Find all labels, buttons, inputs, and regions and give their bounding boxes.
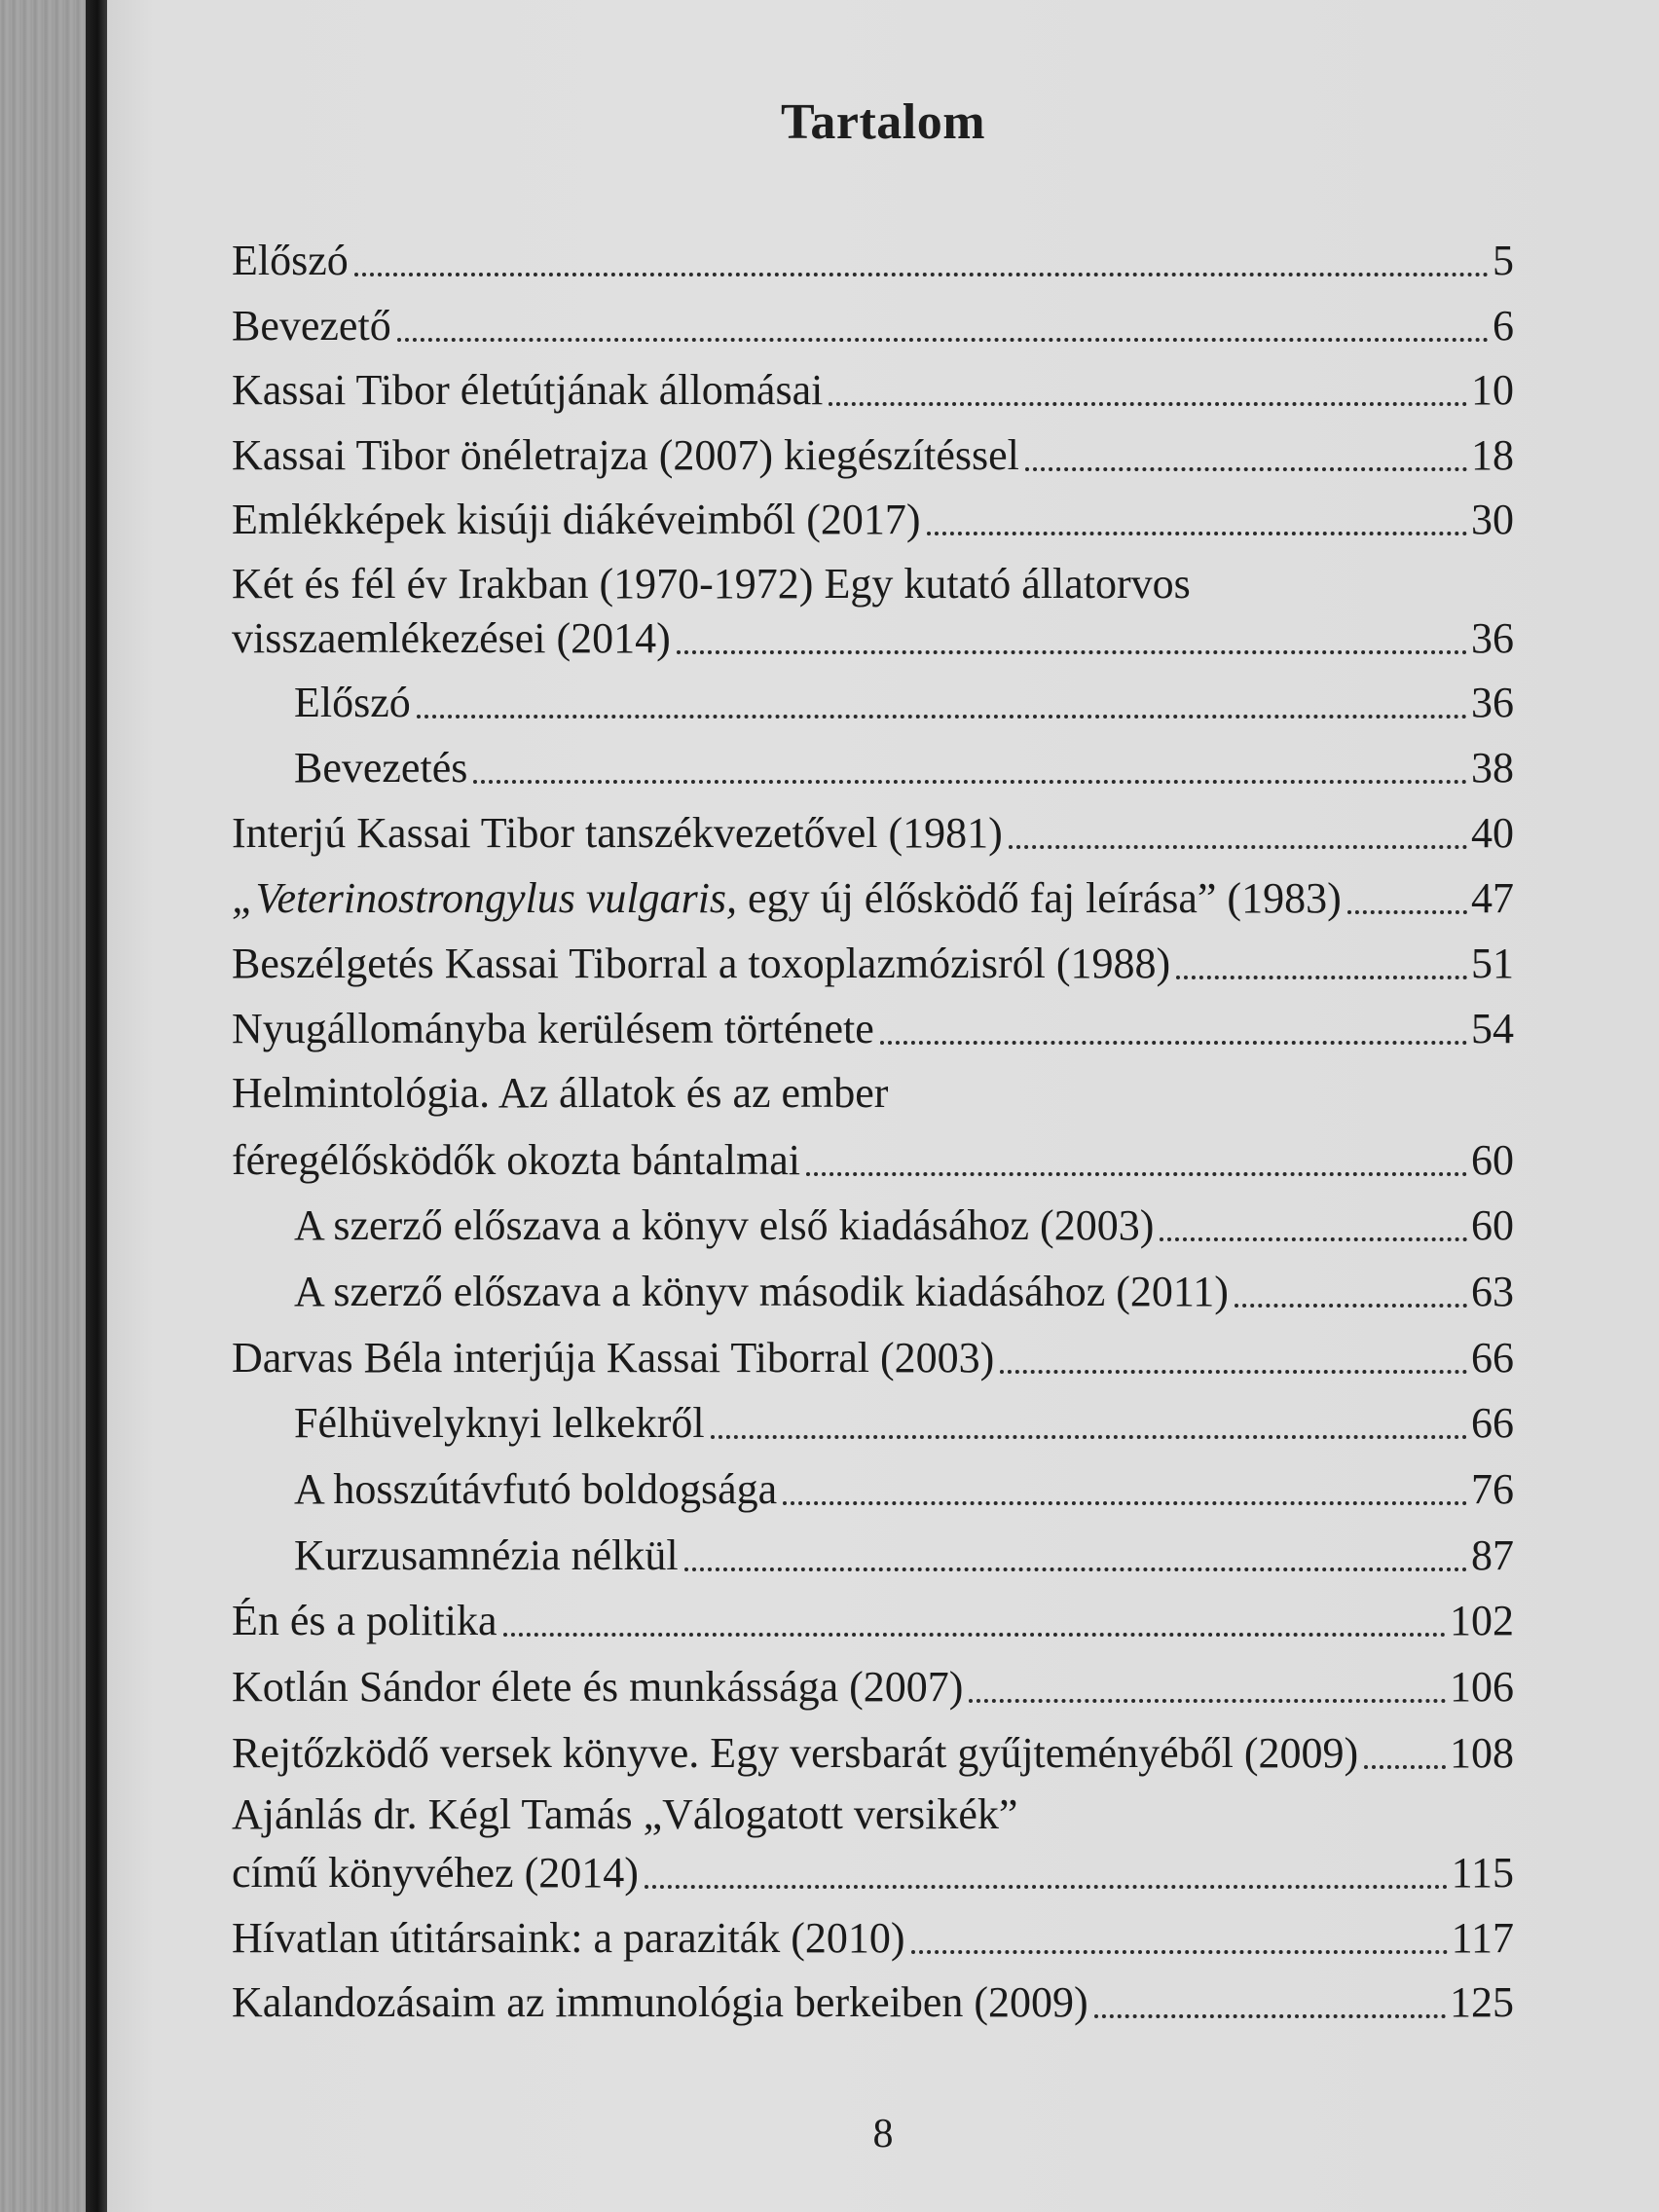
toc-subentry [294,741,1514,795]
toc-entry-page: 115 [1451,1849,1514,1897]
toc-entry [232,1975,1514,2030]
dot-leader [1160,1237,1467,1241]
toc-entry [232,1331,1514,1385]
toc-entry [232,1002,1514,1056]
toc-entry-title: Félhüvelyknyi lelkekről [294,1399,705,1447]
toc-entry-page: 106 [1450,1663,1514,1711]
toc-entry [232,1594,1514,1648]
toc-entry [232,493,1514,547]
toc-entry-title-line1: Ajánlás dr. Kégl Tamás „Válogatott versikék” [232,1790,1018,1838]
dot-leader [829,402,1467,406]
toc-entry-title: Interjú Kassai Tibor tanszékvezetővel (1981) [232,809,1003,857]
toc-entry-title: Bevezetés [294,744,468,792]
toc-entry-title: Hívatlan útitársaink: a paraziták (2010) [232,1914,905,1962]
dot-leader [503,1633,1447,1637]
toc-entry [232,1133,1514,1188]
toc-subentry [294,1462,1514,1517]
toc-entry-page: 87 [1471,1531,1514,1579]
background-surface [0,0,97,2212]
toc-subentry [294,1265,1514,1319]
toc-entry-title: Kurzusamnézia nélkül [294,1531,679,1579]
toc-entry-page: 60 [1471,1201,1514,1249]
toc-entry-title: Én és a politika [232,1597,498,1644]
toc-entry-page: 6 [1493,302,1514,350]
toc-entry-title [232,871,1342,926]
dot-leader [473,780,1467,784]
toc-entry-page: 36 [1471,679,1514,726]
toc-entry [232,428,1514,483]
table-of-contents [107,0,1659,2212]
dot-leader [783,1501,1467,1505]
page-title: Tartalom [780,94,986,150]
book-page [107,0,1659,2212]
dot-leader [880,1041,1467,1045]
dot-leader [1009,845,1467,849]
toc-entry-page: 117 [1451,1914,1514,1962]
toc-entry-title: Kassai Tibor életútjának állomásai [232,366,824,414]
toc-entry [232,611,1514,666]
dot-leader [1347,910,1467,914]
toc-subentry [294,676,1514,730]
toc-entry-title: A hosszútávfutó boldogsága [294,1465,778,1513]
toc-entry [232,937,1514,991]
dot-leader [969,1699,1446,1703]
dot-leader [645,1885,1448,1889]
toc-entry [232,1660,1514,1714]
toc-entry-title: Darvas Béla interjúja Kassai Tiborral (2003) [232,1334,995,1382]
toc-entry [232,1846,1514,1900]
toc-entry-title: visszaemlékezései (2014) [232,614,671,662]
toc-entry-page: 76 [1471,1465,1514,1513]
toc-entry-title: féregélősködők okozta bántalmai [232,1136,801,1184]
dot-leader [1000,1370,1467,1374]
toc-entry-page: 125 [1450,1978,1514,2026]
toc-entry-page: 66 [1471,1334,1514,1382]
toc-subentry [294,1198,1514,1253]
toc-entry-title: Emlékképek kisúji diákéveimből (2017) [232,496,921,543]
toc-entry [232,871,1514,926]
toc-entry-title: A szerző előszava a könyv első kiadásához (2003) [294,1201,1155,1249]
dot-leader [1364,1765,1446,1769]
dot-leader [684,1567,1467,1571]
toc-entry-title: Kotlán Sándor élete és munkássága (2007) [232,1663,964,1711]
toc-entry-page: 60 [1471,1136,1514,1184]
toc-entry [232,234,1514,288]
dot-leader [1094,2014,1446,2018]
dot-leader [1176,976,1467,979]
toc-entry-page: 54 [1471,1005,1514,1052]
dot-leader [806,1172,1467,1176]
toc-entry [232,1726,1514,1781]
toc-entry-page: 108 [1450,1729,1514,1777]
toc-entry [232,806,1514,861]
toc-entry-italic-title: „Veterinostrongylus vulgaris, [232,874,738,922]
dot-leader [417,715,1467,719]
toc-entry-page: 18 [1471,431,1514,479]
toc-entry [232,1911,1514,1966]
dot-leader [1025,467,1467,471]
toc-entry-title: Beszélgetés Kassai Tiborral a toxoplazmózisról (1988) [232,940,1171,987]
toc-entry-page: 51 [1471,940,1514,987]
toc-entry-page: 63 [1471,1268,1514,1315]
toc-entry-page: 66 [1471,1399,1514,1447]
toc-entry-title: Nyugállományba kerülésem története [232,1005,874,1052]
dot-leader [911,1950,1448,1954]
toc-entry-page: 5 [1493,237,1514,284]
toc-entry [232,299,1514,353]
toc-entry-title: Rejtőzködő versek könyve. Egy versbarát gyűjteményéből (2009) [232,1729,1359,1777]
toc-entry-title: Kalandozásaim az immunológia berkeiben (2009) [232,1978,1088,2026]
dot-leader [927,532,1467,535]
toc-entry-title-line1: Két és fél év Irakban (1970-1972) Egy kutató állatorvos [232,560,1191,608]
toc-entry-title: A szerző előszava a könyv második kiadásához (2011) [294,1268,1229,1315]
toc-entry [232,363,1514,418]
book-spine [86,0,107,2212]
page-number: 8 [872,2112,894,2157]
dot-leader [711,1435,1467,1439]
toc-entry-page: 10 [1471,366,1514,414]
toc-subentry [294,1396,1514,1451]
toc-entry-title: Előszó [232,237,349,284]
dot-leader [354,273,1489,276]
toc-subentry [294,1529,1514,1583]
dot-leader [677,650,1467,654]
toc-entry-page: 36 [1471,614,1514,662]
toc-entry-page: 38 [1471,744,1514,792]
toc-entry-page: 30 [1471,496,1514,543]
toc-entry-page: 40 [1471,809,1514,857]
dot-leader [1235,1304,1467,1308]
toc-entry-title: Kassai Tibor önéletrajza (2007) kiegészítéssel [232,431,1019,479]
toc-entry-page: 102 [1450,1597,1514,1644]
toc-entry-title: Bevezető [232,302,391,350]
dot-leader [397,338,1489,342]
toc-entry-title-rest: egy új élősködő faj leírása” (1983) [737,874,1342,922]
toc-entry-page: 47 [1471,874,1514,922]
toc-entry-title-line1: Helmintológia. Az állatok és az ember [232,1069,889,1117]
toc-entry-title: Előszó [294,679,411,726]
toc-entry-title: című könyvéhez (2014) [232,1849,639,1897]
